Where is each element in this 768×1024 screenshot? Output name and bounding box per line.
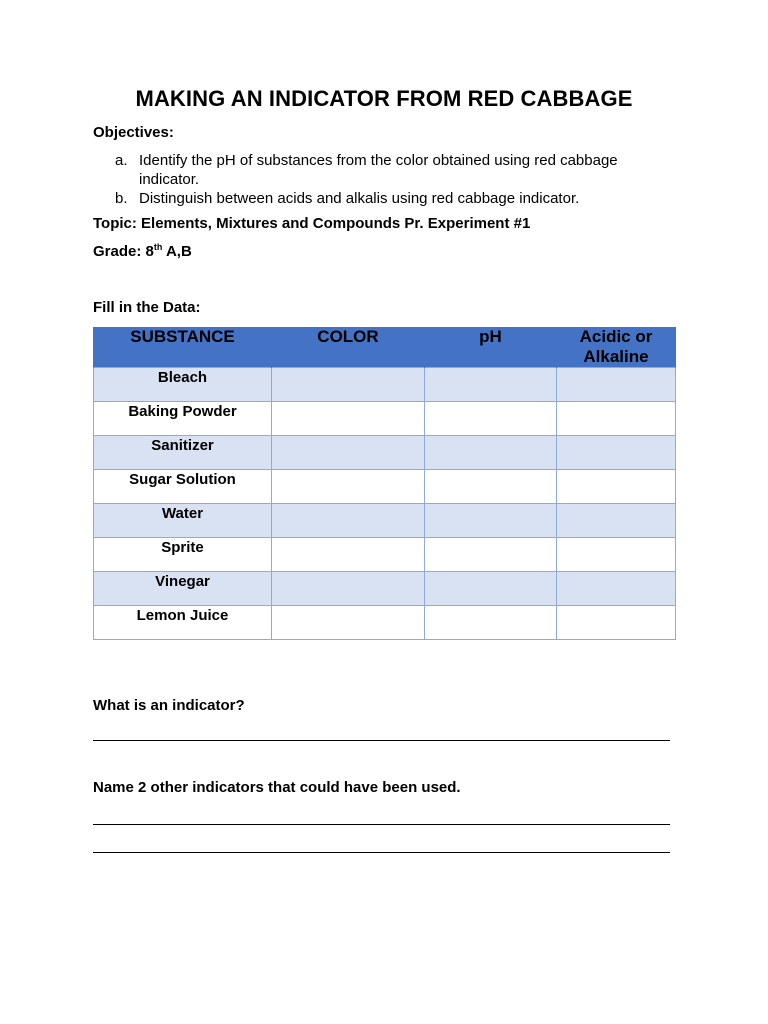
objective-marker: a.: [115, 152, 128, 169]
objective-item: [93, 151, 653, 189]
color-cell[interactable]: [272, 436, 425, 470]
table-row: [94, 470, 676, 504]
ph-cell[interactable]: [425, 436, 557, 470]
acidic-alkaline-cell[interactable]: [557, 504, 676, 538]
acidic-alkaline-cell[interactable]: [557, 368, 676, 402]
substance-cell: [94, 402, 272, 436]
header-substance: SUBSTANCE: [94, 327, 272, 368]
color-cell[interactable]: [272, 504, 425, 538]
ph-cell[interactable]: [425, 606, 557, 640]
color-cell[interactable]: [272, 368, 425, 402]
grade-suffix: A,B: [162, 243, 192, 260]
question-indicator: What is an indicator?: [93, 697, 245, 714]
ph-cell[interactable]: [425, 538, 557, 572]
page-title: MAKING AN INDICATOR FROM RED CABBAGE: [135, 86, 633, 111]
color-cell[interactable]: [272, 538, 425, 572]
ph-cell[interactable]: [425, 504, 557, 538]
substance-name: Sprite: [161, 539, 204, 556]
substance-cell: [94, 504, 272, 538]
substance-name: Baking Powder: [128, 403, 237, 420]
acidic-alkaline-cell[interactable]: [557, 436, 676, 470]
substance-name: Bleach: [157, 369, 208, 386]
color-cell[interactable]: [272, 606, 425, 640]
table-row: [94, 538, 676, 572]
objectives-list: [93, 151, 653, 208]
objective-marker: b.: [115, 190, 128, 207]
table-row: [94, 402, 676, 436]
header-ph: pH: [425, 327, 557, 368]
grade-superscript: th: [153, 242, 163, 252]
substance-name: Sugar Solution: [129, 471, 236, 488]
substance-name: Lemon Juice: [136, 607, 229, 624]
objective-text: Identify the pH of substances from the color obtained using red cabbage indicator.: [139, 152, 618, 188]
color-cell[interactable]: [272, 470, 425, 504]
objective-text: Distinguish between acids and alkalis using red cabbage indicator.: [139, 190, 580, 207]
substance-cell: [94, 436, 272, 470]
ph-cell[interactable]: [425, 402, 557, 436]
topic-line: Topic: Elements, Mixtures and Compounds Pr. Experiment #1: [93, 215, 531, 232]
acidic-alkaline-cell[interactable]: [557, 402, 676, 436]
ph-cell[interactable]: [425, 470, 557, 504]
header-acidic-alkaline: Acidic or Alkaline: [557, 327, 676, 368]
answer-line[interactable]: [93, 824, 670, 825]
answer-line[interactable]: [93, 852, 670, 853]
ph-cell[interactable]: [425, 572, 557, 606]
substance-name: Sanitizer: [151, 437, 214, 454]
table-row: [94, 606, 676, 640]
objective-item: [93, 189, 653, 208]
substance-cell: [94, 606, 272, 640]
color-cell[interactable]: [272, 572, 425, 606]
objectives-label: Objectives:: [93, 124, 174, 141]
grade-line: [93, 243, 192, 260]
substance-cell: [94, 368, 272, 402]
acidic-alkaline-cell[interactable]: [557, 538, 676, 572]
answer-line[interactable]: [93, 740, 670, 741]
data-table: [93, 327, 676, 640]
fill-data-label: Fill in the Data:: [93, 299, 201, 316]
question-other-indicators: Name 2 other indicators that could have been used.: [93, 779, 461, 796]
table-row: [94, 368, 676, 402]
table-row: [94, 504, 676, 538]
substance-cell: [94, 470, 272, 504]
ph-cell[interactable]: [425, 368, 557, 402]
acidic-alkaline-cell[interactable]: [557, 572, 676, 606]
substance-cell: [94, 538, 272, 572]
substance-name: Vinegar: [155, 573, 210, 590]
acidic-alkaline-cell[interactable]: [557, 470, 676, 504]
table-row: [94, 572, 676, 606]
table-header-row: [94, 327, 676, 368]
grade-prefix: Grade: 8: [93, 243, 154, 260]
header-color: COLOR: [272, 327, 425, 368]
color-cell[interactable]: [272, 402, 425, 436]
table-row: [94, 436, 676, 470]
substance-cell: [94, 572, 272, 606]
substance-name: Water: [161, 505, 204, 522]
acidic-alkaline-cell[interactable]: [557, 606, 676, 640]
